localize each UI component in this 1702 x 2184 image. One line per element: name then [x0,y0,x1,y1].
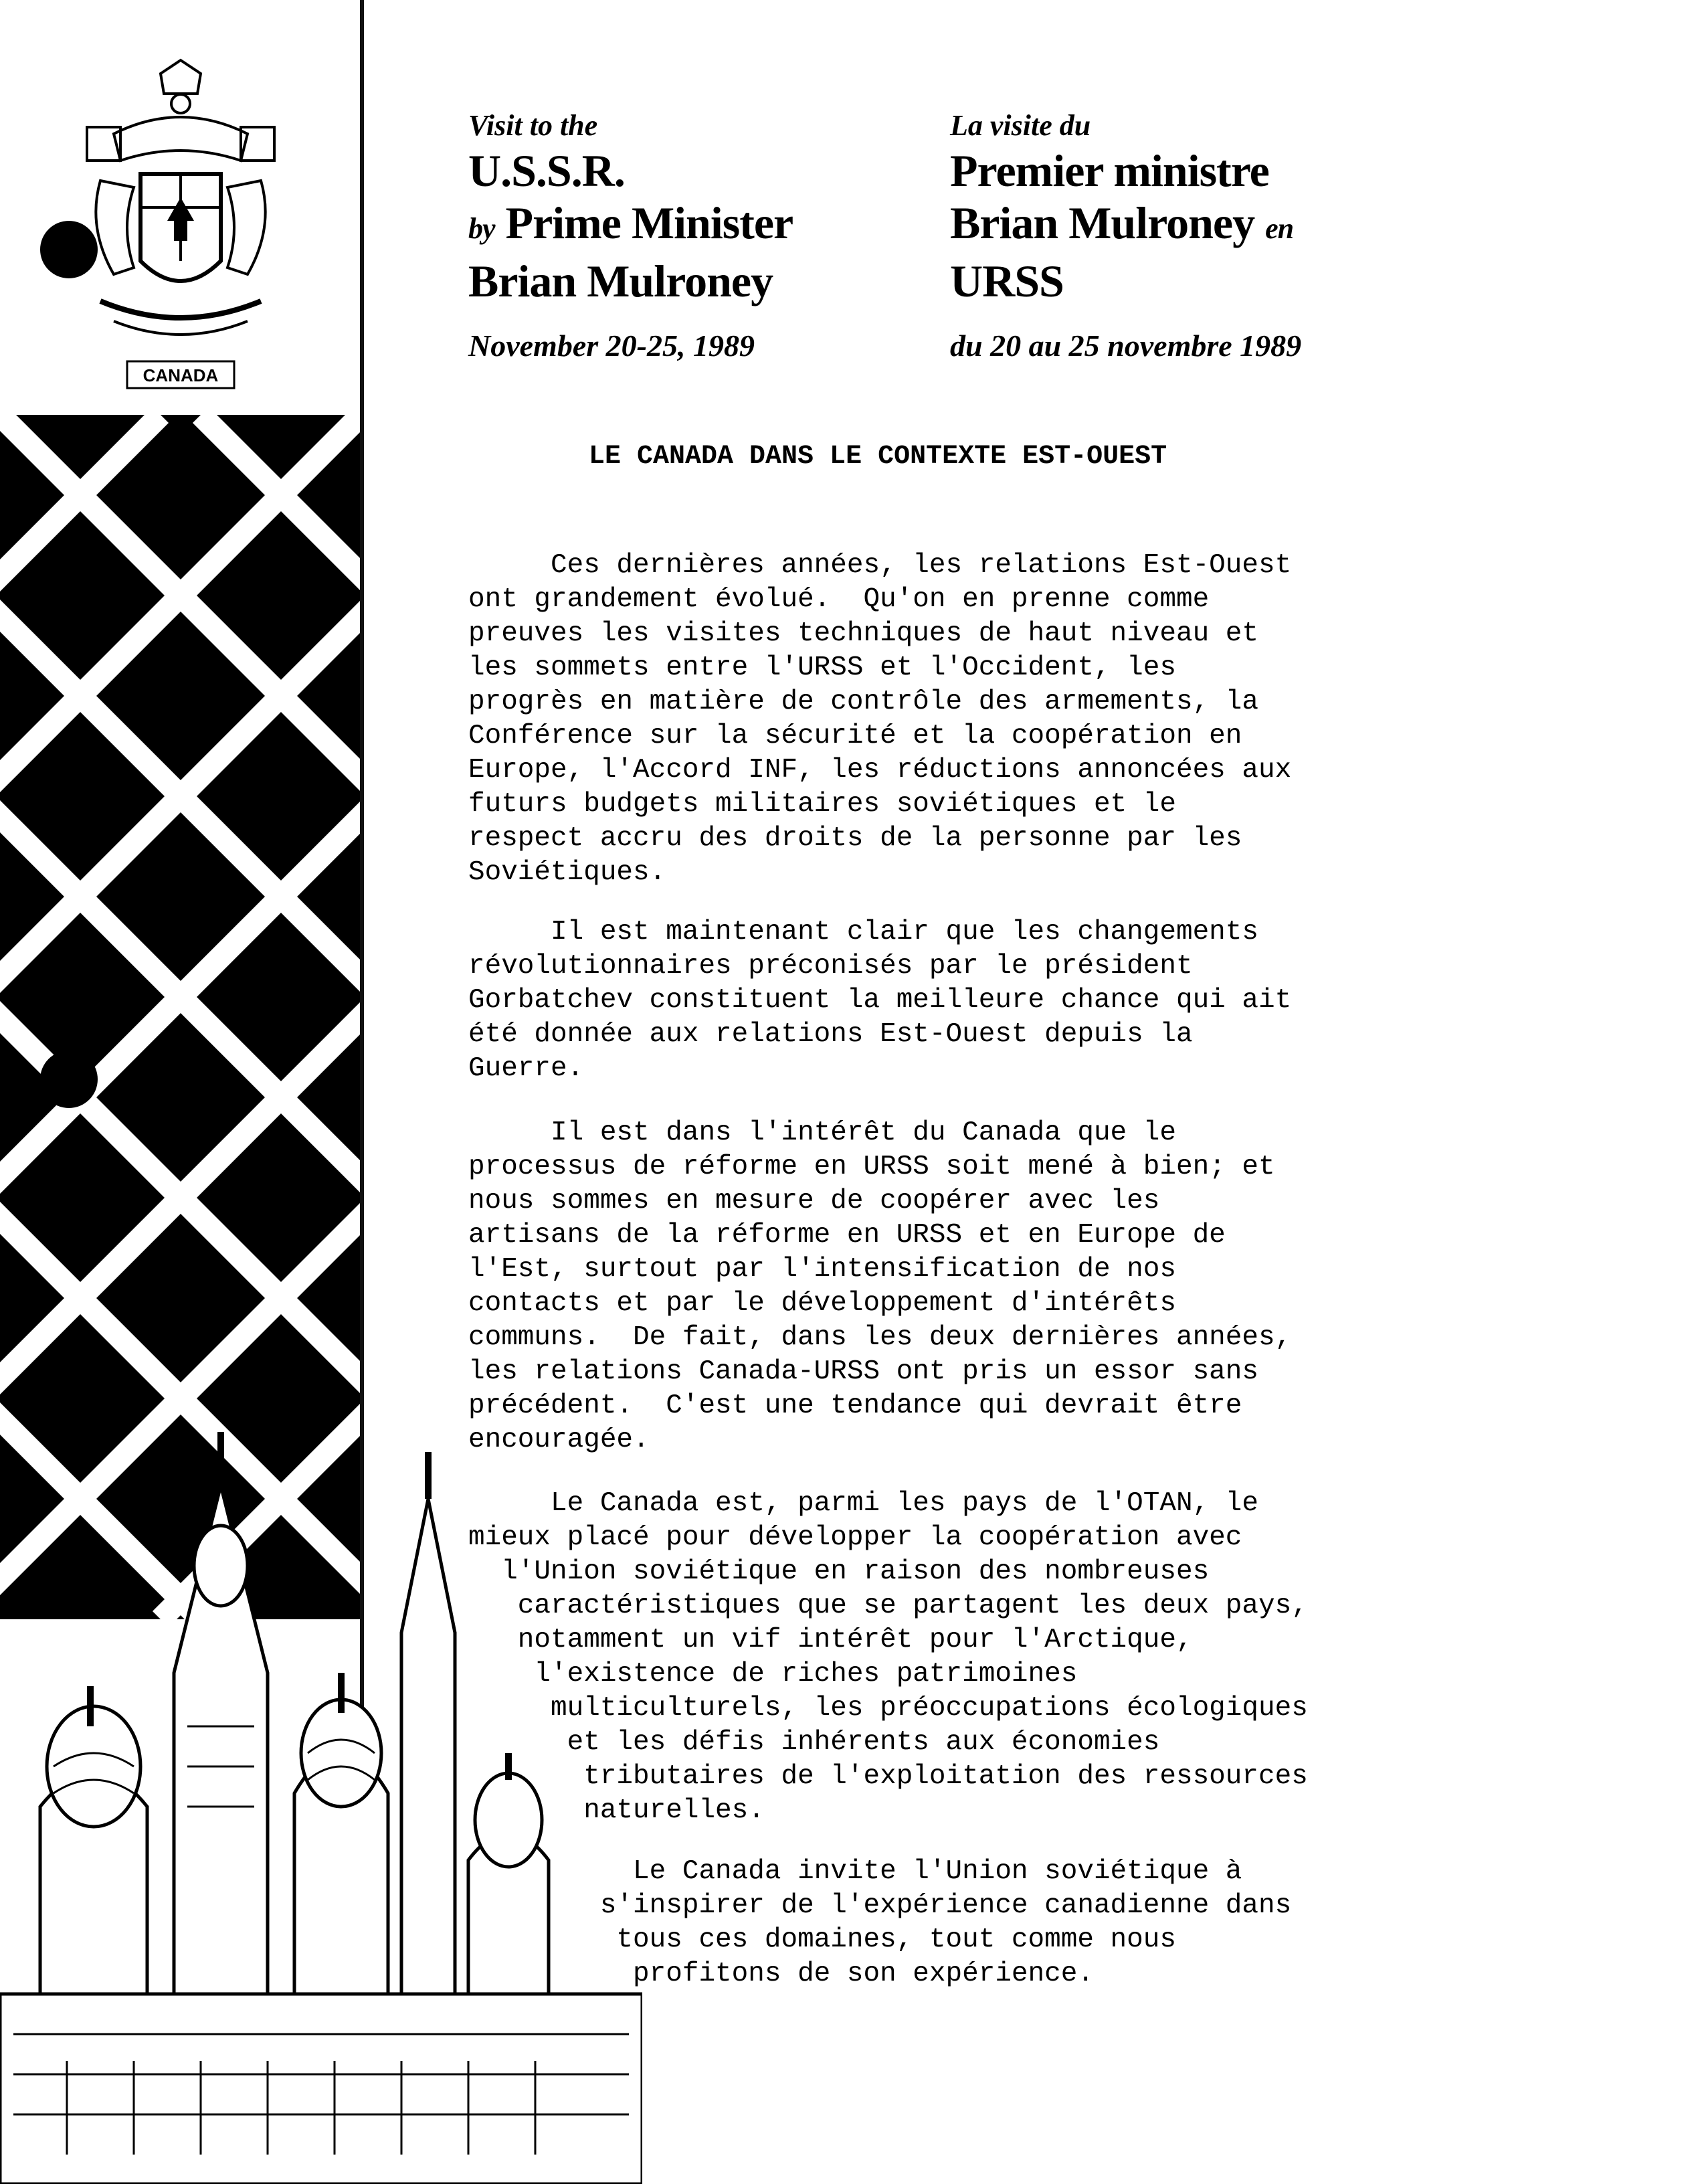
paragraph-1 [468,549,1291,890]
header-english [468,107,883,366]
paragraph-line: communs. De fait, dans les deux dernières années, [468,1322,1292,1353]
paragraph-4 [468,1487,1308,1828]
paragraph-line: Guerre. [468,1053,584,1084]
paragraph-line: l'existence de riches patrimoines [468,1659,1078,1690]
paragraph-line: les relations Canada-URSS ont pris un essor sans [468,1356,1258,1387]
binder-hole [40,221,98,278]
paragraph-line: respect accru des droits de la personne par les [468,823,1242,854]
header-en-date: November 20-25, 1989 [468,329,755,363]
header-en-intro: Visit to the [468,109,598,142]
header-french [950,107,1365,366]
paragraph-line: mieux placé pour développer la coopération avec [468,1522,1242,1553]
header-en-title: Prime Minister [505,197,793,248]
paragraph-line: les sommets entre l'URSS et l'Occident, les [468,652,1176,683]
paragraph-line: été donnée aux relations Est-Ouest depuis la [468,1019,1193,1050]
paragraph-line: Ces dernières années, les relations Est-Ouest [468,550,1292,581]
header-fr-name: Brian Mulroney [950,197,1255,248]
paragraph-3 [468,1116,1291,1457]
paragraph-line: preuves les visites techniques de haut niveau et [468,618,1258,649]
paragraph-line: et les défis inhérents aux économies [468,1727,1160,1758]
paragraph-2 [468,915,1291,1086]
paragraph-line: précédent. C'est une tendance qui devrait être [468,1390,1242,1421]
paragraph-line: Soviétiques. [468,857,666,888]
document-title: LE CANADA DANS LE CONTEXTE EST-OUEST [589,442,1167,472]
paragraph-line: Europe, l'Accord INF, les réductions annoncées aux [468,755,1292,786]
paragraph-line: l'Est, surtout par l'intensification de nos [468,1254,1176,1285]
paragraph-line: progrès en matière de contrôle des armements, la [468,687,1258,717]
paragraph-line: tributaires de l'exploitation des ressources [468,1761,1308,1792]
paragraph-line: nous sommes en mesure de coopérer avec les [468,1186,1160,1216]
paragraph-line: artisans de la réforme en URSS et en Europe de [468,1220,1226,1251]
paragraph-line: s'inspirer de l'expérience canadienne dans [468,1890,1292,1921]
paragraph-line: naturelles. [468,1795,765,1826]
paragraph-line: ont grandement évolué. Qu'on en prenne comme [468,584,1210,615]
header-fr-date: du 20 au 25 novembre 1989 [950,329,1302,363]
paragraph-5 [468,1855,1291,1991]
paragraph-line: Le Canada est, parmi les pays de l'OTAN, le [468,1488,1258,1519]
header-fr-country: URSS [950,256,1064,306]
binder-hole [40,1051,98,1108]
paragraph-line: Conférence sur la sécurité et la coopération en [468,721,1242,751]
paragraph-line: révolutionnaires préconisés par le président [468,951,1193,982]
paragraph-line: Il est dans l'intérêt du Canada que le [468,1117,1176,1148]
header-en-country: U.S.S.R. [468,145,625,196]
paragraph-line: contacts et par le développement d'intérêts [468,1288,1176,1319]
paragraph-line: multiculturels, les préoccupations écologiques [468,1693,1308,1724]
header-fr-intro: La visite du [950,109,1091,142]
header-en-by: by [468,212,495,245]
paragraph-line: notamment un vif intérêt pour l'Arctique, [468,1625,1193,1655]
header-en-name: Brian Mulroney [468,256,773,306]
paragraph-line: l'Union soviétique en raison des nombreuses [468,1556,1210,1587]
crest-label: CANADA [143,365,219,385]
paragraph-line: futurs budgets militaires soviétiques et le [468,789,1176,820]
paragraph-line: processus de réforme en URSS soit mené à bien; et [468,1152,1275,1182]
canada-coat-of-arms-icon [74,54,288,401]
paragraph-line: Il est maintenant clair que les changements [468,917,1258,947]
paragraph-line: Le Canada invite l'Union soviétique à [468,1856,1242,1887]
paragraph-line: caractéristiques que se partagent les deux pays, [468,1590,1308,1621]
paragraph-line: tous ces domaines, tout comme nous [468,1924,1176,1955]
paragraph-line: profitons de son expérience. [468,1959,1094,1989]
header-fr-en: en [1265,212,1294,245]
header-fr-title: Premier ministre [950,145,1269,196]
paragraph-line: encouragée. [468,1425,650,1455]
paragraph-line: Gorbatchev constituent la meilleure chance qui ait [468,985,1292,1016]
